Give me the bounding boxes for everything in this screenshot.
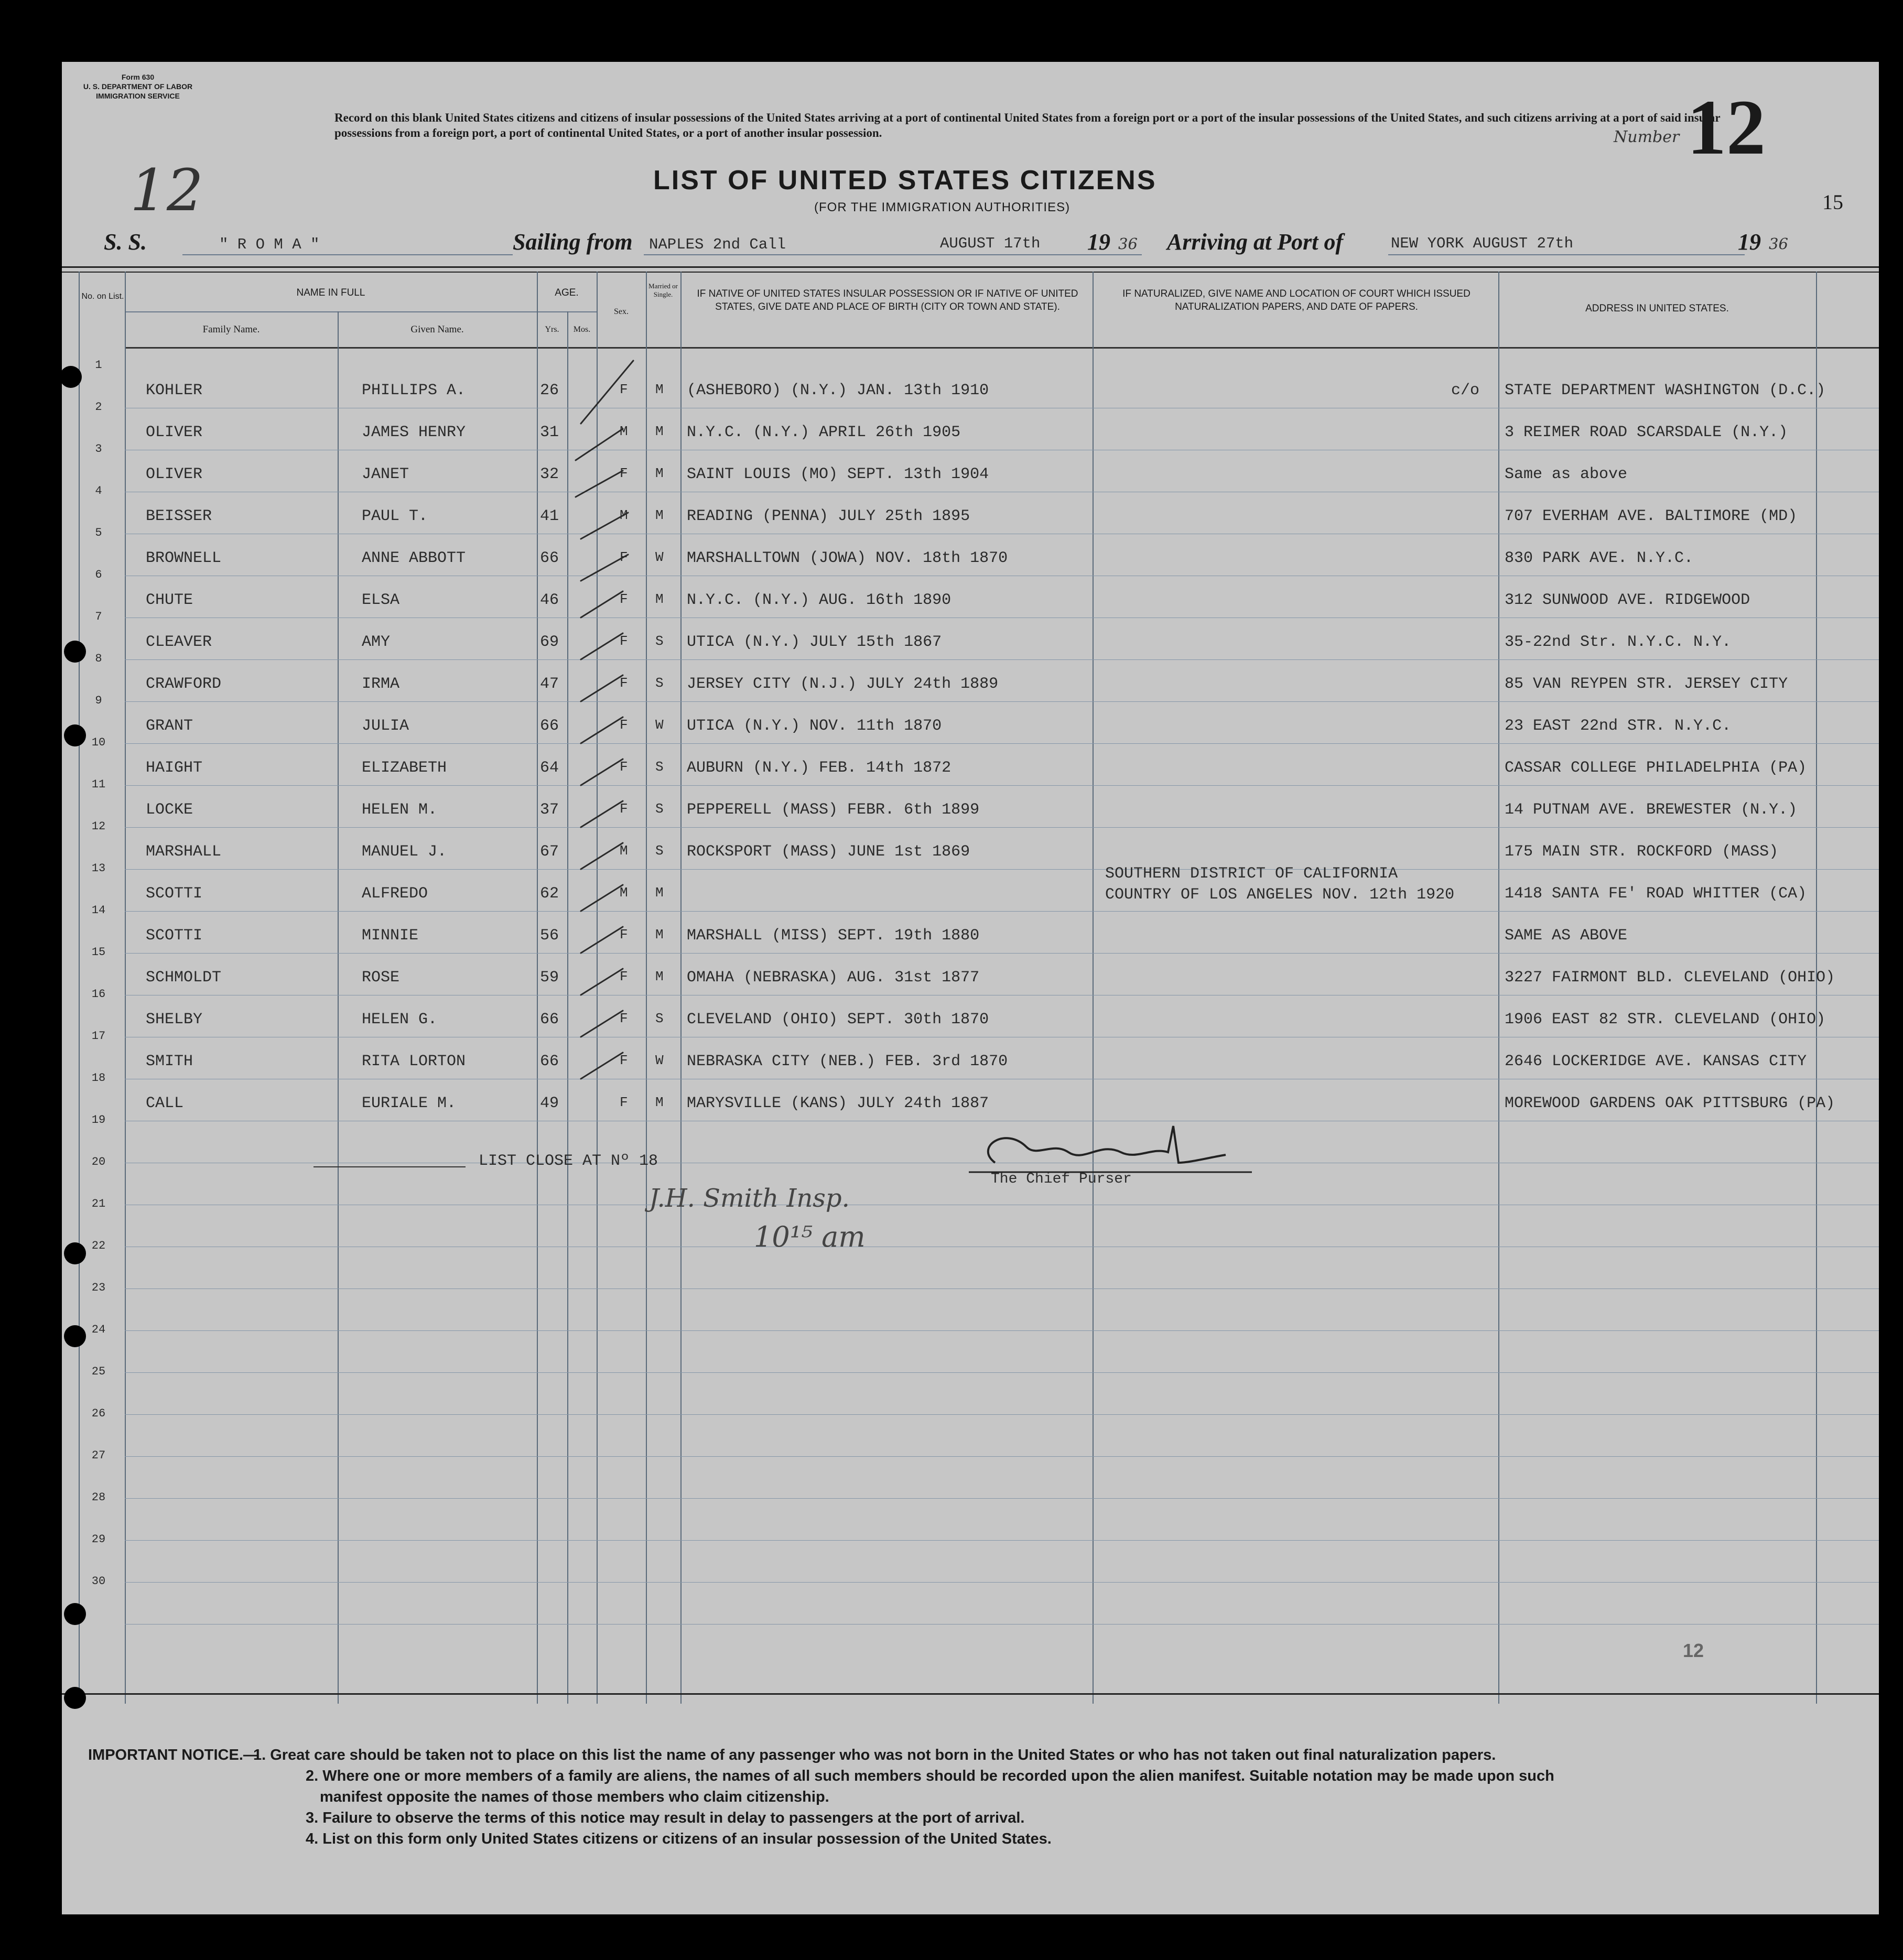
row-number: 30 [91,1575,106,1588]
tick-marks [565,345,659,1194]
given-name-cell: HELEN G. [362,1011,438,1028]
age-years-cell: 59 [540,969,559,987]
sex-cell: F [620,1053,628,1068]
given-name-cell: ELIZABETH [362,759,447,777]
row-number: 15 [91,946,106,959]
notice-item-1: 1. Great care should be taken not to place on this list the name of any passenger who was not born in the United States or who has not taken out final naturalization papers. [253,1747,1496,1763]
birth-place-date-cell: MARYSVILLE (KANS) JULY 24th 1887 [687,1095,989,1112]
age-years-cell: 32 [540,465,559,483]
row-rule [125,1624,1879,1625]
family-name-cell: CALL [146,1095,184,1112]
marital-status-cell: M [655,382,664,397]
address-cell: 3 REIMER ROAD SCARSDALE (N.Y.) [1505,424,1788,441]
birth-place-date-cell: AUBURN (N.Y.) FEB. 14th 1872 [687,759,952,777]
sex-cell: F [620,549,628,565]
given-name-cell: JANET [362,465,409,483]
inspector-note: J.H. Smith Insp. [649,1184,850,1213]
arrival-year-prefix: 19 [1738,229,1761,255]
row-number: 20 [91,1155,106,1168]
marital-status-cell: W [655,1053,664,1068]
birth-place-date-cell: N.Y.C. (N.Y.) APRIL 26th 1905 [687,424,961,441]
marital-status-cell: S [655,801,664,817]
document-title: LIST OF UNITED STATES CITIZENS [653,165,1157,196]
header-address: ADDRESS IN UNITED STATES. [1585,303,1729,314]
header-yrs: Yrs. [545,325,559,334]
sex-cell: F [620,759,628,775]
given-name-cell: RITA LORTON [362,1053,466,1070]
row-number: 8 [95,652,102,665]
address-cell: 2646 LOCKERIDGE AVE. KANSAS CITY [1505,1053,1807,1070]
marital-status-cell: S [655,1011,664,1026]
birth-place-date-cell: MARSHALLTOWN (JOWA) NOV. 18th 1870 [687,549,1008,567]
age-years-cell: 31 [540,424,559,441]
family-name-cell: MARSHALL [146,843,222,861]
row-number: 4 [95,484,102,497]
family-name-cell: SCHMOLDT [146,969,222,987]
naturalization-court-cell: SOUTHERN DISTRICT OF CALIFORNIA [1105,865,1398,883]
age-years-cell: 66 [540,549,559,567]
row-number: 23 [91,1281,106,1294]
punch-hole [64,1687,86,1709]
header-sex: Sex. [614,307,629,316]
address-cell: CASSAR COLLEGE PHILADELPHIA (PA) [1505,759,1807,777]
birth-place-date-cell: N.Y.C. (N.Y.) AUG. 16th 1890 [687,591,952,609]
age-years-cell: 64 [540,759,559,777]
birth-place-date-cell: CLEVELAND (OHIO) SEPT. 30th 1870 [687,1011,989,1028]
birth-place-date-cell: ROCKSPORT (MASS) JUNE 1st 1869 [687,843,970,861]
header-birth: IF NATIVE OF UNITED STATES INSULAR POSSESSION OR IF NATIVE OF UNITED STATES, GIVE DATE AND PLACE OF BIRTH (CITY OR TOWN AND STATE). [697,288,1078,312]
row-number: 1 [95,359,102,372]
row-rule [125,827,1879,828]
address-cell: Same as above [1505,465,1628,483]
address-cell: 707 EVERHAM AVE. BALTIMORE (MD) [1505,507,1798,525]
sex-cell: F [620,801,628,817]
family-name-cell: CRAWFORD [146,675,222,693]
address-cell: 1418 SANTA FE' ROAD WHITTER (CA) [1505,885,1807,903]
age-years-cell: 66 [540,1011,559,1028]
marital-status-cell: W [655,549,664,565]
purser-signature [964,1116,1257,1178]
sex-cell: F [620,927,628,943]
punch-hole [64,1242,86,1264]
birth-place-date-cell: READING (PENNA) JULY 25th 1895 [687,507,970,525]
address-cell: STATE DEPARTMENT WASHINGTON (D.C.) [1505,382,1826,399]
sailing-port: NAPLES 2nd Call [649,236,786,253]
row-rule [125,1414,1879,1415]
family-name-cell: SMITH [146,1053,193,1070]
age-years-cell: 69 [540,633,559,651]
family-name-cell: CLEAVER [146,633,212,651]
family-name-cell: OLIVER [146,424,203,441]
sailing-label: Sailing from [513,229,633,255]
age-years-cell: 66 [540,1053,559,1070]
notice-item-4: 4. List on this form only United States citizens or citizens of an insular possession of the United States. [306,1831,1052,1847]
birth-place-date-cell: JERSEY CITY (N.J.) JULY 24th 1889 [687,675,999,693]
arriving-label: Arriving at Port of [1167,229,1344,255]
birth-place-date-cell: SAINT LOUIS (MO) SEPT. 13th 1904 [687,465,989,483]
family-name-cell: SCOTTI [146,885,203,903]
header-name-in-full: NAME IN FULL [296,287,365,298]
address-cell: 175 MAIN STR. ROCKFORD (MASS) [1505,843,1779,861]
row-rule [125,953,1879,954]
row-rule [125,701,1879,702]
given-name-cell: ANNE ABBOTT [362,549,466,567]
sex-cell: F [620,675,628,691]
given-name-cell: PAUL T. [362,507,428,525]
header-married-or-single: Married or Single. [648,282,678,298]
birth-place-date-cell: PEPPERELL (MASS) FEBR. 6th 1899 [687,801,980,819]
marital-status-cell: W [655,717,664,733]
sex-cell: F [620,1095,628,1110]
given-name-cell: PHILLIPS A. [362,382,466,399]
sex-cell: F [620,1011,628,1026]
given-name-cell: HELEN M. [362,801,438,819]
header-naturalized: IF NATURALIZED, GIVE NAME AND LOCATION OF COURT WHICH ISSUED NATURALIZATION PAPERS, AND DATE OF PAPERS. [1122,288,1471,312]
row-rule [125,1582,1879,1583]
punch-hole [64,1325,86,1347]
service-name: IMMIGRATION SERVICE [96,92,180,100]
row-number: 27 [91,1449,106,1462]
row-rule [125,1372,1879,1373]
birth-place-date-cell: UTICA (N.Y.) JULY 15th 1867 [687,633,942,651]
row-number: 16 [91,988,106,1001]
sailing-year-prefix: 19 [1087,229,1110,255]
record-instruction: Record on this blank United States citizens and citizens of insular possessions of the United States arriving at a port of continental United States from a foreign port or a port of the insular possessions of the United States, and such citizens arriving at a port of said insular possessions from a foreign port, a port of continental United States, or a port of another insular possession. [334,111,1721,139]
age-years-cell: 46 [540,591,559,609]
family-name-cell: GRANT [146,717,193,735]
document-subtitle: (FOR THE IMMIGRATION AUTHORITIES) [814,200,1071,214]
marital-status-cell: M [655,1095,664,1110]
punch-hole [64,641,86,663]
punch-hole [64,724,86,746]
birth-place-date-cell: MARSHALL (MISS) SEPT. 19th 1880 [687,927,980,945]
address-cell: 23 EAST 22nd STR. N.Y.C. [1505,717,1732,735]
row-number: 14 [91,904,106,917]
family-name-cell: OLIVER [146,465,203,483]
form-number: Form 630 [121,73,155,81]
sex-cell: M [620,507,628,523]
row-number: 13 [91,862,106,875]
family-name-cell: HAIGHT [146,759,203,777]
age-years-cell: 66 [540,717,559,735]
age-years-cell: 62 [540,885,559,903]
address-cell: 35-22nd Str. N.Y.C. N.Y. [1505,633,1732,651]
address-cell: 312 SUNWOOD AVE. RIDGEWOOD [1505,591,1750,609]
marital-status-cell: M [655,885,664,901]
row-rule [125,1498,1879,1499]
age-years-cell: 37 [540,801,559,819]
address-cell: 85 VAN REYPEN STR. JERSEY CITY [1505,675,1788,693]
handwritten-list-number: 12 [130,157,203,224]
punch-hole [64,1603,86,1625]
department-name: U. S. DEPARTMENT OF LABOR [83,82,193,91]
row-rule [125,659,1879,660]
row-number: 3 [95,442,102,456]
address-cell: 14 PUTNAM AVE. BREWESTER (N.Y.) [1505,801,1798,819]
family-name-cell: SHELBY [146,1011,203,1028]
marital-status-cell: S [655,843,664,859]
family-name-cell: BROWNELL [146,549,222,567]
family-name-cell: KOHLER [146,382,203,399]
marital-status-cell: M [655,465,664,481]
row-number: 11 [91,778,106,791]
notice-item-3: 3. Failure to observe the terms of this notice may result in delay to passengers at the port of arrival. [306,1810,1025,1826]
age-years-cell: 49 [540,1095,559,1112]
row-number: 7 [95,610,102,623]
age-years-cell: 26 [540,382,559,399]
ss-label: S. S. [104,229,147,255]
sex-cell: F [620,633,628,649]
notice-heading: IMPORTANT NOTICE.— [88,1747,258,1763]
address-cell: MOREWOOD GARDENS OAK PITTSBURG (PA) [1505,1095,1835,1112]
row-rule [125,743,1879,744]
header-mos: Mos. [573,325,591,334]
header-given-name: Given Name. [410,324,464,335]
row-number: 9 [95,694,102,707]
number-label: Number [1614,128,1680,146]
given-name-cell: ELSA [362,591,400,609]
row-number: 24 [91,1323,106,1336]
age-years-cell: 67 [540,843,559,861]
given-name-cell: AMY [362,633,391,651]
row-number: 10 [91,736,106,749]
header-family-name: Family Name. [202,324,260,335]
sex-cell: F [620,969,628,984]
naturalization-date-cell: COUNTRY OF LOS ANGELES NOV. 12th 1920 [1105,886,1455,904]
age-years-cell: 56 [540,927,559,945]
manifest-sheet [62,62,1879,1914]
family-name-cell: SCOTTI [146,927,203,945]
sailing-year: 36 [1118,235,1138,253]
marital-status-cell: M [655,507,664,523]
birth-place-date-cell: (ASHEBORO) (N.Y.) JAN. 13th 1910 [687,382,989,399]
sex-cell: M [620,885,628,901]
marital-status-cell: M [655,927,664,943]
list-number: 12 [1687,84,1766,171]
sex-cell: F [620,717,628,733]
family-name-cell: BEISSER [146,507,212,525]
marital-status-cell: S [655,759,664,775]
list-close-note: LIST CLOSE AT Nº 18 [479,1152,658,1170]
given-name-cell: IRMA [362,675,400,693]
given-name-cell: JULIA [362,717,409,735]
row-number: 29 [91,1533,106,1546]
row-rule [125,785,1879,786]
given-name-cell: ROSE [362,969,400,987]
arrival-port-date: NEW YORK AUGUST 27th [1391,235,1574,252]
row-number: 12 [91,820,106,833]
sex-cell: F [620,382,628,397]
notice-item-2: 2. Where one or more members of a family are aliens, the names of all such members should be recorded upon the alien manifest. Suitable notation may be made upon such [306,1768,1554,1784]
sex-cell: M [620,424,628,439]
row-number: 5 [95,526,102,539]
address-cell: SAME AS ABOVE [1505,927,1628,945]
row-number: 17 [91,1030,106,1043]
notice-item-2-cont: manifest opposite the names of those members who claim citizenship. [320,1789,829,1805]
birth-place-date-cell: NEBRASKA CITY (NEB.) FEB. 3rd 1870 [687,1053,1008,1070]
age-years-cell: 41 [540,507,559,525]
chief-purser-label: The Chief Purser [991,1171,1132,1187]
marital-status-cell: M [655,969,664,984]
family-name-cell: CHUTE [146,591,193,609]
row-number: 25 [91,1365,106,1378]
sex-cell: F [620,591,628,607]
given-name-cell: JAMES HENRY [362,424,466,441]
arrival-year: 36 [1769,235,1788,253]
form-identifier [72,72,203,101]
row-number: 6 [95,568,102,581]
marital-status-cell: M [655,591,664,607]
marital-status-cell: S [655,633,664,649]
given-name-cell: MANUEL J. [362,843,447,861]
row-rule [125,1540,1879,1541]
given-name-cell: ALFREDO [362,885,428,903]
address-cell: 3227 FAIRMONT BLD. CLEVELAND (OHIO) [1505,969,1835,987]
sex-cell: M [620,843,628,859]
row-rule [125,1456,1879,1457]
bottom-number: 12 [1683,1640,1704,1661]
time-note: 10¹⁵ am [754,1220,866,1253]
marital-status-cell: S [655,675,664,691]
address-cell: 830 PARK AVE. N.Y.C. [1505,549,1694,567]
naturalization-cell: c/o [1451,382,1480,399]
age-years-cell: 47 [540,675,559,693]
address-cell: 1906 EAST 82 STR. CLEVELAND (OHIO) [1505,1011,1826,1028]
marital-status-cell: M [655,424,664,439]
sex-cell: F [620,465,628,481]
row-rule [125,911,1879,912]
row-number: 28 [91,1491,106,1504]
ship-name: " R O M A " [219,236,320,253]
row-number: 19 [91,1113,106,1127]
family-name-cell: LOCKE [146,801,193,819]
birth-place-date-cell: OMAHA (NEBRASKA) AUG. 31st 1877 [687,969,980,987]
birth-place-date-cell: UTICA (N.Y.) NOV. 11th 1870 [687,717,942,735]
sailing-date: AUGUST 17th [940,235,1041,252]
given-name-cell: MINNIE [362,927,419,945]
header-no-on-list: No. on List. [81,292,124,301]
row-number: 18 [91,1071,106,1085]
row-rule [125,1288,1879,1289]
row-number: 22 [91,1239,106,1252]
row-number: 26 [91,1407,106,1420]
page-corner-number: 15 [1822,190,1843,214]
row-number: 21 [91,1197,106,1210]
row-rule [125,1330,1879,1331]
row-rule [125,869,1879,870]
row-number: 2 [95,400,102,414]
header-age: AGE. [555,287,579,298]
given-name-cell: EURIALE M. [362,1095,457,1112]
